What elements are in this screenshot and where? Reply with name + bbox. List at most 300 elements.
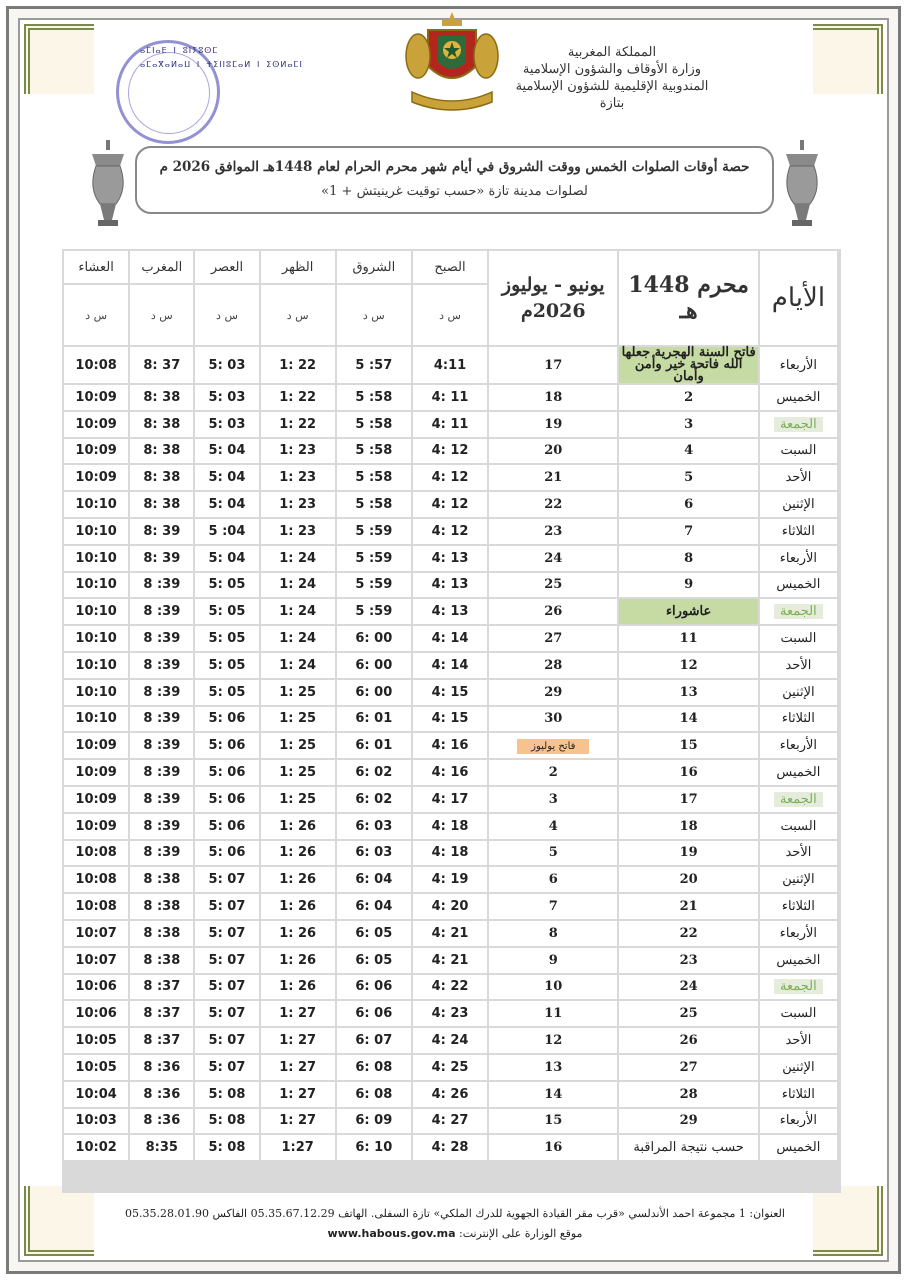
day-cell — [760, 1028, 837, 1053]
isha-time-cell: 10:04 — [64, 1082, 128, 1107]
shuruq-time-cell: 5 :59 — [337, 573, 411, 598]
table-row — [64, 680, 837, 705]
asr-time-cell: 5: 06 — [195, 733, 258, 758]
isha-time-cell: 10:10 — [64, 626, 128, 651]
table-row — [64, 1082, 837, 1107]
isha-time-cell: 10:07 — [64, 921, 128, 946]
asr-time-cell: 5: 07 — [195, 975, 258, 1000]
dhuhr-time-cell: 1: 22 — [261, 347, 335, 383]
table-row — [64, 760, 837, 785]
lantern-icon — [780, 140, 824, 230]
gregorian-date-cell: 9 — [489, 948, 617, 973]
gregorian-date-cell — [489, 733, 617, 758]
header-shuruq: الشروق — [337, 251, 411, 283]
fajr-time-cell: 4: 14 — [413, 653, 487, 678]
isha-time-cell: 10:05 — [64, 1055, 128, 1080]
isha-time-cell: 10:09 — [64, 465, 128, 490]
day-cell — [760, 347, 837, 383]
table-row — [64, 814, 837, 839]
dhuhr-time-cell: 1: 22 — [261, 385, 335, 410]
hijri-date-cell: 12 — [619, 653, 757, 678]
table-row — [64, 841, 837, 866]
asr-time-cell: 5 :04 — [195, 519, 258, 544]
asr-time-cell: 5: 07 — [195, 948, 258, 973]
isha-time-cell: 10:08 — [64, 841, 128, 866]
dhuhr-time-cell: 1: 24 — [261, 573, 335, 598]
fajr-time-cell: 4: 12 — [413, 492, 487, 517]
hijri-date-cell: 13 — [619, 680, 757, 705]
maghrib-time-cell: 8: 38 — [130, 412, 193, 437]
day-cell — [760, 760, 837, 785]
table-row — [64, 347, 837, 383]
day-cell — [760, 439, 837, 464]
shuruq-time-cell: 6: 06 — [337, 975, 411, 1000]
day-cell — [760, 519, 837, 544]
dhuhr-time-cell: 1: 26 — [261, 921, 335, 946]
fajr-time-cell: 4: 11 — [413, 412, 487, 437]
hijri-date-cell: 7 — [619, 519, 757, 544]
gregorian-date-cell: 6 — [489, 867, 617, 892]
maghrib-time-cell: 8 :38 — [130, 894, 193, 919]
day-cell — [760, 894, 837, 919]
shuruq-time-cell: 5 :58 — [337, 412, 411, 437]
maghrib-time-cell: 8 :39 — [130, 599, 193, 624]
hijri-date-cell: 24 — [619, 975, 757, 1000]
day-label: الخميس — [776, 1140, 821, 1156]
isha-time-cell: 10:10 — [64, 519, 128, 544]
dhuhr-time-cell: 1: 23 — [261, 465, 335, 490]
table-row — [64, 948, 837, 973]
shuruq-time-cell: 6: 07 — [337, 1028, 411, 1053]
day-cell — [760, 948, 837, 973]
isha-time-cell: 10:08 — [64, 894, 128, 919]
fajr-time-cell: 4: 24 — [413, 1028, 487, 1053]
shuruq-time-cell: 6: 02 — [337, 760, 411, 785]
corner-ornament — [813, 1186, 883, 1256]
dhuhr-time-cell: 1: 23 — [261, 519, 335, 544]
asr-time-cell: 5: 06 — [195, 760, 258, 785]
dhuhr-time-cell: 1: 27 — [261, 1109, 335, 1134]
fajr-time-cell: 4: 26 — [413, 1082, 487, 1107]
dhuhr-time-cell: 1: 24 — [261, 599, 335, 624]
day-label: الثلاثاء — [781, 711, 815, 727]
day-label: الخميس — [776, 389, 821, 405]
hijri-date-cell: 22 — [619, 921, 757, 946]
unit-label: س د — [261, 285, 335, 345]
maghrib-time-cell: 8 :39 — [130, 573, 193, 598]
table-row — [64, 439, 837, 464]
isha-time-cell: 10:10 — [64, 599, 128, 624]
fajr-time-cell: 4: 13 — [413, 599, 487, 624]
day-cell — [760, 465, 837, 490]
hijri-date-cell: 27 — [619, 1055, 757, 1080]
day-label: الإثنين — [782, 497, 815, 513]
day-cell — [760, 680, 837, 705]
asr-time-cell: 5: 04 — [195, 465, 258, 490]
day-cell — [760, 814, 837, 839]
fajr-time-cell: 4: 28 — [413, 1135, 487, 1160]
isha-time-cell: 10:09 — [64, 760, 128, 785]
dhuhr-time-cell: 1: 24 — [261, 653, 335, 678]
isha-time-cell: 10:09 — [64, 733, 128, 758]
asr-time-cell: 5: 03 — [195, 412, 258, 437]
day-label: الخميس — [776, 765, 821, 781]
table-row — [64, 519, 837, 544]
maghrib-time-cell: 8 :37 — [130, 975, 193, 1000]
maghrib-time-cell: 8 :39 — [130, 680, 193, 705]
table-row — [64, 1109, 837, 1134]
shuruq-time-cell: 5 :58 — [337, 439, 411, 464]
shuruq-time-cell: 6: 05 — [337, 921, 411, 946]
asr-time-cell: 5: 08 — [195, 1109, 258, 1134]
hijri-date-cell: 16 — [619, 760, 757, 785]
asr-time-cell: 5: 03 — [195, 347, 258, 383]
day-label: الجمعة — [774, 604, 823, 619]
asr-time-cell: 5: 06 — [195, 787, 258, 812]
hijri-date-cell: 26 — [619, 1028, 757, 1053]
gregorian-date-cell: 24 — [489, 546, 617, 571]
gregorian-date-cell: 3 — [489, 787, 617, 812]
header-maghrib: المغرب — [130, 251, 193, 283]
fajr-time-cell: 4: 12 — [413, 439, 487, 464]
maghrib-time-cell: 8: 39 — [130, 519, 193, 544]
maghrib-time-cell: 8 :39 — [130, 814, 193, 839]
dhuhr-time-cell: 1: 24 — [261, 626, 335, 651]
unit-label: س د — [130, 285, 193, 345]
hijri-date-cell: 23 — [619, 948, 757, 973]
dhuhr-time-cell: 1: 25 — [261, 680, 335, 705]
shuruq-time-cell: 6: 09 — [337, 1109, 411, 1134]
dhuhr-time-cell: 1: 27 — [261, 1001, 335, 1026]
fajr-time-cell: 4: 15 — [413, 707, 487, 732]
table-row — [64, 492, 837, 517]
table-row — [64, 975, 837, 1000]
asr-time-cell: 5: 04 — [195, 546, 258, 571]
shuruq-time-cell: 6: 04 — [337, 894, 411, 919]
day-label: الإثنين — [782, 872, 815, 888]
isha-time-cell: 10:10 — [64, 680, 128, 705]
day-cell — [760, 867, 837, 892]
table-row — [64, 1028, 837, 1053]
shuruq-time-cell: 5 :58 — [337, 465, 411, 490]
isha-time-cell: 10:03 — [64, 1109, 128, 1134]
day-cell — [760, 492, 837, 517]
lantern-icon — [86, 140, 130, 230]
unit-label: س د — [64, 285, 128, 345]
header-asr: العصر — [195, 251, 258, 283]
asr-time-cell: 5: 07 — [195, 1001, 258, 1026]
gregorian-date-cell: 5 — [489, 841, 617, 866]
table-row — [64, 707, 837, 732]
header-isha: العشاء — [64, 251, 128, 283]
dhuhr-time-cell: 1: 26 — [261, 867, 335, 892]
hijri-date-cell: 18 — [619, 814, 757, 839]
day-label: الأربعاء — [779, 550, 818, 566]
gregorian-date-cell: 21 — [489, 465, 617, 490]
header-gregorian-months: يونيو - يوليوز 2026م — [489, 251, 617, 345]
shuruq-time-cell: 6: 10 — [337, 1135, 411, 1160]
maghrib-time-cell: 8 :37 — [130, 1028, 193, 1053]
header-dhuhr: الظهر — [261, 251, 335, 283]
day-cell — [760, 573, 837, 598]
fajr-time-cell: 4: 14 — [413, 626, 487, 651]
dhuhr-time-cell: 1: 27 — [261, 1055, 335, 1080]
maghrib-time-cell: 8 :36 — [130, 1082, 193, 1107]
maghrib-time-cell: 8 :36 — [130, 1055, 193, 1080]
isha-time-cell: 10:08 — [64, 867, 128, 892]
table-row — [64, 1001, 837, 1026]
asr-time-cell: 5: 04 — [195, 492, 258, 517]
maghrib-time-cell: 8: 38 — [130, 439, 193, 464]
dhuhr-time-cell: 1: 25 — [261, 760, 335, 785]
gregorian-date-cell: 28 — [489, 653, 617, 678]
isha-time-cell: 10:09 — [64, 814, 128, 839]
gregorian-date-cell: 11 — [489, 1001, 617, 1026]
header-fajr: الصبح — [413, 251, 487, 283]
maghrib-time-cell: 8 :39 — [130, 707, 193, 732]
fajr-time-cell: 4: 21 — [413, 948, 487, 973]
day-label: الإثنين — [782, 684, 815, 700]
header-hijri-month: محرم 1448 هـ — [619, 251, 757, 345]
fajr-time-cell: 4: 15 — [413, 680, 487, 705]
corner-ornament — [24, 24, 94, 94]
day-label: الثلاثاء — [781, 899, 815, 915]
dhuhr-time-cell: 1: 26 — [261, 841, 335, 866]
fajr-time-cell: 4: 12 — [413, 465, 487, 490]
isha-time-cell: 10:09 — [64, 385, 128, 410]
fajr-time-cell: 4:11 — [413, 347, 487, 383]
day-cell — [760, 787, 837, 812]
gregorian-date-cell: 17 — [489, 347, 617, 383]
day-cell — [760, 626, 837, 651]
day-cell — [760, 1109, 837, 1134]
amazigh-line: ⴰⵎⵏⴰⴹ ⵏ ⵓⵏⵢⵓⵙⵎ — [140, 46, 219, 55]
maghrib-time-cell: 8: 39 — [130, 546, 193, 571]
hijri-date-cell: 6 — [619, 492, 757, 517]
shuruq-time-cell: 5 :59 — [337, 519, 411, 544]
asr-time-cell: 5: 03 — [195, 385, 258, 410]
gregorian-date-cell: 13 — [489, 1055, 617, 1080]
hijri-date-cell: 3 — [619, 412, 757, 437]
dhuhr-time-cell: 1: 26 — [261, 975, 335, 1000]
maghrib-time-cell: 8 :36 — [130, 1109, 193, 1134]
dhuhr-time-cell: 1: 22 — [261, 412, 335, 437]
subtitle-line: لصلوات مدينة تازة «حسب توقيت غرينيتش + 1» — [321, 184, 588, 199]
hijri-date-cell: 2 — [619, 385, 757, 410]
dhuhr-time-cell: 1: 25 — [261, 707, 335, 732]
footer-website — [260, 1227, 650, 1240]
corner-ornament — [24, 1186, 94, 1256]
asr-time-cell: 5: 05 — [195, 653, 258, 678]
table-row — [64, 867, 837, 892]
hijri-date-cell: 8 — [619, 546, 757, 571]
hijri-date-cell: 20 — [619, 867, 757, 892]
isha-time-cell: 10:06 — [64, 975, 128, 1000]
amazigh-header — [140, 44, 370, 72]
day-label: الثلاثاء — [781, 1086, 815, 1102]
hijri-date-cell: فاتح السنة الهجرية جعلها الله فاتحة خير وأمن وأمان — [619, 347, 757, 383]
table-row — [64, 787, 837, 812]
fajr-time-cell: 4: 12 — [413, 519, 487, 544]
dhuhr-time-cell: 1: 23 — [261, 492, 335, 517]
maghrib-time-cell: 8:35 — [130, 1135, 193, 1160]
fajr-time-cell: 4: 18 — [413, 814, 487, 839]
gov-line: بتازة — [599, 96, 625, 111]
fajr-time-cell: 4: 17 — [413, 787, 487, 812]
hijri-date-cell: 25 — [619, 1001, 757, 1026]
fajr-time-cell: 4: 19 — [413, 867, 487, 892]
table-row — [64, 1055, 837, 1080]
dhuhr-time-cell: 1:27 — [261, 1135, 335, 1160]
maghrib-time-cell: 8: 38 — [130, 492, 193, 517]
shuruq-time-cell: 6: 03 — [337, 814, 411, 839]
dhuhr-time-cell: 1: 23 — [261, 439, 335, 464]
day-label: الأحد — [785, 657, 812, 673]
fajr-time-cell: 4: 18 — [413, 841, 487, 866]
maghrib-time-cell: 8: 37 — [130, 347, 193, 383]
hijri-date-cell: 9 — [619, 573, 757, 598]
gregorian-date-cell: 18 — [489, 385, 617, 410]
unit-label: س د — [337, 285, 411, 345]
asr-time-cell: 5: 05 — [195, 680, 258, 705]
gregorian-date-cell: 30 — [489, 707, 617, 732]
day-label: الأربعاء — [779, 357, 818, 373]
dhuhr-time-cell: 1: 27 — [261, 1028, 335, 1053]
asr-time-cell: 5: 06 — [195, 814, 258, 839]
asr-time-cell: 5: 06 — [195, 841, 258, 866]
day-cell — [760, 412, 837, 437]
day-label: الخميس — [776, 577, 821, 593]
day-cell — [760, 385, 837, 410]
gov-line: وزارة الأوقاف والشؤون الإسلامية — [522, 62, 702, 77]
month-start-badge: فاتح يوليوز — [517, 739, 589, 754]
asr-time-cell: 5: 07 — [195, 921, 258, 946]
hijri-date-cell: 14 — [619, 707, 757, 732]
table-row — [64, 412, 837, 437]
hijri-date-cell: 29 — [619, 1109, 757, 1134]
shuruq-time-cell: 6: 06 — [337, 1001, 411, 1026]
gregorian-date-cell: 16 — [489, 1135, 617, 1160]
gregorian-date-cell: 23 — [489, 519, 617, 544]
gregorian-date-cell: 14 — [489, 1082, 617, 1107]
day-label: الجمعة — [774, 417, 823, 432]
asr-time-cell: 5: 07 — [195, 894, 258, 919]
website-label: موقع الوزارة على الإنترنت: — [459, 1227, 583, 1240]
gregorian-date-cell: 2 — [489, 760, 617, 785]
day-cell — [760, 1055, 837, 1080]
hijri-date-cell: 4 — [619, 439, 757, 464]
gregorian-date-cell: 22 — [489, 492, 617, 517]
maghrib-time-cell: 8: 38 — [130, 385, 193, 410]
day-cell — [760, 1001, 837, 1026]
table-row — [64, 573, 837, 598]
isha-time-cell: 10:10 — [64, 653, 128, 678]
maghrib-time-cell: 8 :38 — [130, 867, 193, 892]
shuruq-time-cell: 5 :59 — [337, 599, 411, 624]
shuruq-time-cell: 5 :57 — [337, 347, 411, 383]
day-label: السبت — [780, 631, 817, 647]
hijri-date-cell: حسب نتيجة المراقبة — [619, 1135, 757, 1160]
maghrib-time-cell: 8: 38 — [130, 465, 193, 490]
gregorian-date-cell: 4 — [489, 814, 617, 839]
shuruq-time-cell: 5 :58 — [337, 385, 411, 410]
table-body — [64, 347, 837, 1160]
maghrib-time-cell: 8 :39 — [130, 787, 193, 812]
website-link[interactable]: www.habous.gov.ma — [327, 1227, 456, 1240]
day-label: الأربعاء — [779, 925, 818, 941]
footer-address: العنوان: 1 مجموعة احمد الأندلسي «قرب مقر القيادة الجهوية للدرك الملكي» تازة السفلى. الهاتف 05.35.67.12.29 الفاكس 05.35.28.01.90 — [125, 1207, 785, 1220]
dhuhr-time-cell: 1: 26 — [261, 814, 335, 839]
dhuhr-time-cell: 1: 24 — [261, 546, 335, 571]
fajr-time-cell: 4: 13 — [413, 573, 487, 598]
table-row — [64, 653, 837, 678]
maghrib-time-cell: 8 :38 — [130, 921, 193, 946]
asr-time-cell: 5: 07 — [195, 1055, 258, 1080]
shuruq-time-cell: 6: 00 — [337, 653, 411, 678]
day-cell — [760, 841, 837, 866]
isha-time-cell: 10:10 — [64, 573, 128, 598]
shuruq-time-cell: 6: 00 — [337, 626, 411, 651]
asr-time-cell: 5: 07 — [195, 867, 258, 892]
corner-ornament — [813, 24, 883, 94]
day-cell — [760, 921, 837, 946]
isha-time-cell: 10:09 — [64, 412, 128, 437]
maghrib-time-cell: 8 :39 — [130, 841, 193, 866]
day-cell — [760, 733, 837, 758]
gregorian-date-cell: 12 — [489, 1028, 617, 1053]
hijri-date-cell: 21 — [619, 894, 757, 919]
shuruq-time-cell: 6: 08 — [337, 1082, 411, 1107]
fajr-time-cell: 4: 16 — [413, 733, 487, 758]
gregorian-date-cell: 26 — [489, 599, 617, 624]
day-cell — [760, 975, 837, 1000]
header-days: الأيام — [760, 251, 837, 345]
asr-time-cell: 5: 06 — [195, 707, 258, 732]
gregorian-date-cell: 29 — [489, 680, 617, 705]
day-label: الأربعاء — [779, 738, 818, 754]
hijri-date-cell: 28 — [619, 1082, 757, 1107]
asr-time-cell: 5: 08 — [195, 1135, 258, 1160]
hijri-date-cell: 19 — [619, 841, 757, 866]
isha-time-cell: 10:09 — [64, 787, 128, 812]
table-row — [64, 546, 837, 571]
shuruq-time-cell: 5 :59 — [337, 546, 411, 571]
day-label: الأحد — [785, 1033, 812, 1049]
dhuhr-time-cell: 1: 25 — [261, 787, 335, 812]
hijri-date-cell: 11 — [619, 626, 757, 651]
shuruq-time-cell: 6: 00 — [337, 680, 411, 705]
day-cell — [760, 653, 837, 678]
day-cell — [760, 707, 837, 732]
fajr-time-cell: 4: 27 — [413, 1109, 487, 1134]
table-row — [64, 599, 837, 624]
day-label: الأربعاء — [779, 1113, 818, 1129]
shuruq-time-cell: 6: 01 — [337, 733, 411, 758]
fajr-time-cell: 4: 11 — [413, 385, 487, 410]
unit-label: س د — [413, 285, 487, 345]
shuruq-time-cell: 6: 04 — [337, 867, 411, 892]
day-label: الخميس — [776, 952, 821, 968]
day-cell — [760, 1082, 837, 1107]
day-label: الجمعة — [774, 792, 823, 807]
prayer-times-table — [62, 249, 841, 1193]
shuruq-time-cell: 6: 03 — [337, 841, 411, 866]
dhuhr-time-cell: 1: 25 — [261, 733, 335, 758]
amazigh-line: ⴰⵎⴰⴳⴰⵍⴰⵡ ⵏ ⵜⵉⵏⵏⵓⵎⴰⵍ ⵏ ⵉⵙⵍⴰⵎⵏ — [140, 60, 303, 69]
hijri-date-cell: 17 — [619, 787, 757, 812]
maghrib-time-cell: 8 :39 — [130, 733, 193, 758]
isha-time-cell: 10:06 — [64, 1001, 128, 1026]
